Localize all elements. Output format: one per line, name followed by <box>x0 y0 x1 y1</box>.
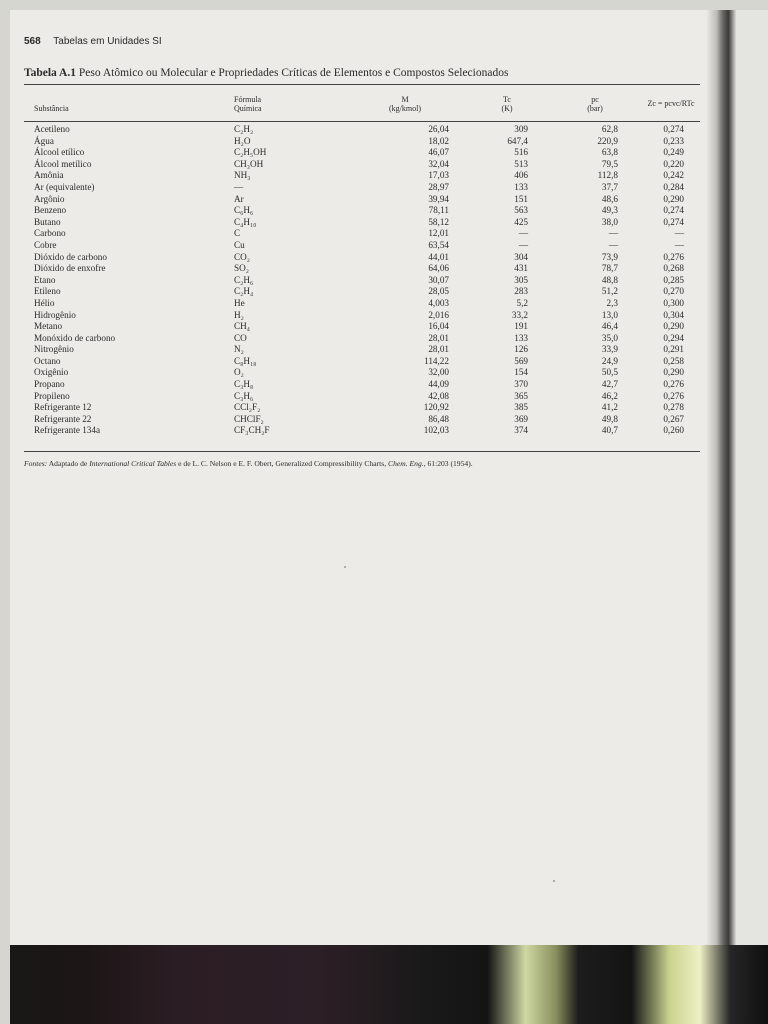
substance-cell: Dióxido de carbono <box>34 251 107 262</box>
substance-cell: Refrigerante 22 <box>34 413 92 424</box>
critical-pressure-cell: 41,2 <box>601 402 618 413</box>
critical-pressure-cell: 49,3 <box>601 205 618 216</box>
formula-cell: C₂H₄ <box>234 286 254 297</box>
table-title-text: Peso Atômico ou Molecular e Propriedades Críticas de Elementos e Compostos Selecionados <box>78 67 509 79</box>
critical-pressure-cell: 50,5 <box>601 367 618 378</box>
critical-temperature-cell: 516 <box>514 147 528 158</box>
header-critical-temperature <box>492 95 522 113</box>
page-number: 568 <box>24 36 41 47</box>
table-row <box>24 159 700 171</box>
molar-mass-cell: 32,04 <box>428 158 449 169</box>
table-row <box>24 275 700 287</box>
critical-temperature-cell: 133 <box>514 181 528 192</box>
table-row <box>24 205 700 217</box>
compressibility-cell: 0,304 <box>663 309 684 320</box>
header-t-line2: (K) <box>501 104 513 113</box>
molar-mass-cell: 17,03 <box>428 170 449 181</box>
table-header-rule <box>24 121 700 122</box>
critical-pressure-cell: 62,8 <box>601 124 618 134</box>
molar-mass-cell: 78,11 <box>428 205 449 216</box>
header-molar-mass <box>375 95 435 113</box>
formula-cell: CHClF₂ <box>234 413 264 424</box>
source-text-2: e de L. C. Nelson e E. F. Obert, Generalized Compressibility Charts, <box>178 459 387 468</box>
substance-cell: Acetileno <box>34 124 70 134</box>
header-formula-line1: Fórmula <box>234 95 262 104</box>
compressibility-cell: 0,284 <box>663 181 684 192</box>
compressibility-cell: 0,278 <box>663 402 684 413</box>
substance-cell: Monóxido de carbono <box>34 332 116 343</box>
critical-temperature-cell: 431 <box>514 263 528 274</box>
substance-cell: Benzeno <box>34 205 67 216</box>
molar-mass-cell: 32,00 <box>428 367 449 378</box>
substance-cell: Refrigerante 12 <box>34 402 92 413</box>
source-prefix: Fontes: <box>24 459 48 468</box>
scan-bottom-strip <box>10 945 768 1024</box>
formula-cell: CH₄ <box>234 321 250 332</box>
critical-temperature-cell: 513 <box>514 158 528 169</box>
critical-temperature-cell: — <box>518 228 528 239</box>
critical-temperature-cell: 151 <box>514 193 528 204</box>
compressibility-cell: 0,249 <box>663 147 684 158</box>
table-row <box>24 263 700 275</box>
critical-temperature-cell: 191 <box>514 321 528 332</box>
table-top-rule <box>24 84 700 85</box>
table-row <box>24 194 700 206</box>
critical-temperature-cell: — <box>518 239 528 250</box>
substance-cell: Argônio <box>34 193 65 204</box>
paper-speck <box>553 880 555 882</box>
table-source-note <box>24 459 473 468</box>
table-row <box>24 310 700 322</box>
compressibility-cell: 0,300 <box>663 297 684 308</box>
formula-cell: C₃H₈ <box>234 379 254 390</box>
table-row <box>24 228 700 240</box>
table-row <box>24 147 700 159</box>
critical-temperature-cell: 309 <box>514 124 528 134</box>
molar-mass-cell: 28,01 <box>428 344 449 355</box>
critical-pressure-cell: 46,2 <box>601 390 618 401</box>
table-row <box>24 217 700 229</box>
molar-mass-cell: 26,04 <box>428 124 449 134</box>
critical-temperature-cell: 370 <box>514 379 528 390</box>
molar-mass-cell: 30,07 <box>428 274 449 285</box>
substance-cell: Cobre <box>34 239 57 250</box>
molar-mass-cell: 86,48 <box>428 413 449 424</box>
table-row <box>24 252 700 264</box>
substance-cell: Octano <box>34 355 61 366</box>
table-row <box>24 367 700 379</box>
compressibility-cell: 0,276 <box>663 390 684 401</box>
compressibility-cell: 0,260 <box>663 425 684 436</box>
compressibility-cell: 0,290 <box>663 193 684 204</box>
molar-mass-cell: 63,54 <box>428 239 449 250</box>
substance-cell: Nitrogênio <box>34 344 74 355</box>
table-row <box>24 170 700 182</box>
formula-cell: Ar <box>234 193 244 204</box>
compressibility-cell: 0,290 <box>663 321 684 332</box>
critical-pressure-cell: — <box>608 239 618 250</box>
compressibility-cell: 0,274 <box>663 216 684 227</box>
compressibility-cell: 0,276 <box>663 379 684 390</box>
header-p-line2: (bar) <box>587 104 603 113</box>
critical-pressure-cell: 51,2 <box>601 286 618 297</box>
molar-mass-cell: 18,02 <box>428 135 449 146</box>
critical-temperature-cell: 563 <box>514 205 528 216</box>
critical-pressure-cell: 33,9 <box>601 344 618 355</box>
compressibility-cell: 0,220 <box>663 158 684 169</box>
molar-mass-cell: 28,05 <box>428 286 449 297</box>
formula-cell: H₂ <box>234 309 244 320</box>
compressibility-cell: 0,294 <box>663 332 684 343</box>
compressibility-cell: 0,270 <box>663 286 684 297</box>
formula-cell: C₄H₁₀ <box>234 216 257 227</box>
critical-pressure-cell: 73,9 <box>601 251 618 262</box>
molar-mass-cell: 44,09 <box>428 379 449 390</box>
formula-cell: He <box>234 297 245 308</box>
critical-temperature-cell: 647,4 <box>507 135 528 146</box>
formula-cell: N₂ <box>234 344 244 355</box>
substance-cell: Refrigerante 134a <box>34 425 101 436</box>
critical-temperature-cell: 425 <box>514 216 528 227</box>
molar-mass-cell: 120,92 <box>423 402 449 413</box>
substance-cell: Hidrogênio <box>34 309 76 320</box>
table-row <box>24 391 700 403</box>
table-row <box>24 298 700 310</box>
critical-temperature-cell: 126 <box>514 344 528 355</box>
header-t-line1: Tc <box>503 95 511 104</box>
molar-mass-cell: 58,12 <box>428 216 449 227</box>
molar-mass-cell: 4,003 <box>428 297 449 308</box>
substance-cell: Amônia <box>34 170 64 181</box>
molar-mass-cell: 64,06 <box>428 263 449 274</box>
formula-cell: C₂H₅OH <box>234 147 267 158</box>
molar-mass-cell: 2,016 <box>428 309 449 320</box>
header-p-line1: pc <box>591 95 599 104</box>
formula-cell: CO <box>234 332 247 343</box>
formula-cell: Cu <box>234 239 245 250</box>
critical-pressure-cell: 63,8 <box>601 147 618 158</box>
source-italic-1: International Critical Tables <box>89 459 177 468</box>
compressibility-cell: 0,285 <box>663 274 684 285</box>
molar-mass-cell: 28,01 <box>428 332 449 343</box>
critical-pressure-cell: 38,0 <box>601 216 618 227</box>
compressibility-cell: 0,267 <box>663 413 684 424</box>
molar-mass-cell: 39,94 <box>428 193 449 204</box>
source-text-3: , 61:203 (1954). <box>423 459 473 468</box>
table-label: Tabela A.1 <box>24 67 76 79</box>
compressibility-cell: 0,276 <box>663 251 684 262</box>
critical-temperature-cell: 154 <box>514 367 528 378</box>
critical-pressure-cell: 220,9 <box>597 135 618 146</box>
header-compressibility: Zc = pcvc/RTc <box>647 99 695 108</box>
formula-cell: CF₃CH₂F <box>234 425 270 436</box>
critical-pressure-cell: 48,8 <box>601 274 618 285</box>
formula-cell: CO₂ <box>234 251 250 262</box>
header-substance: Substância <box>34 104 69 113</box>
table-title <box>24 67 508 79</box>
header-formula <box>234 95 262 113</box>
molar-mass-cell: 114,22 <box>424 355 449 366</box>
critical-pressure-cell: 42,7 <box>601 379 618 390</box>
compressibility-cell: 0,233 <box>663 135 684 146</box>
critical-temperature-cell: 5,2 <box>516 297 528 308</box>
source-italic-2: Chem. Eng. <box>388 459 424 468</box>
table-row <box>24 321 700 333</box>
formula-cell: C₂H₆ <box>234 274 254 285</box>
critical-pressure-cell: 79,5 <box>601 158 618 169</box>
critical-pressure-cell: — <box>608 228 618 239</box>
compressibility-cell: 0,290 <box>663 367 684 378</box>
substance-cell: Propano <box>34 379 65 390</box>
formula-cell: C₈H₁₈ <box>234 355 257 366</box>
critical-pressure-cell: 13,0 <box>601 309 618 320</box>
critical-temperature-cell: 569 <box>514 355 528 366</box>
formula-cell: CCl₂F₂ <box>234 402 261 413</box>
critical-pressure-cell: 112,8 <box>597 170 618 181</box>
table-row <box>24 344 700 356</box>
substance-cell: Propileno <box>34 390 70 401</box>
molar-mass-cell: 44,01 <box>428 251 449 262</box>
compressibility-cell: 0,274 <box>663 205 684 216</box>
critical-pressure-cell: 35,0 <box>601 332 618 343</box>
table-row <box>24 182 700 194</box>
formula-cell: C₆H₆ <box>234 205 254 216</box>
compressibility-cell: — <box>674 239 684 250</box>
molar-mass-cell: 28,97 <box>428 181 449 192</box>
header-m-line2: (kg/kmol) <box>389 104 421 113</box>
substance-cell: Hélio <box>34 297 55 308</box>
formula-cell: O₂ <box>234 367 244 378</box>
critical-pressure-cell: 2,3 <box>606 297 618 308</box>
table-row <box>24 136 700 148</box>
molar-mass-cell: 12,01 <box>428 228 449 239</box>
running-header <box>24 36 162 47</box>
header-critical-pressure <box>575 95 615 113</box>
critical-pressure-cell: 40,7 <box>601 425 618 436</box>
compressibility-cell: 0,274 <box>663 124 684 134</box>
compressibility-cell: 0,268 <box>663 263 684 274</box>
molar-mass-cell: 16,04 <box>428 321 449 332</box>
critical-pressure-cell: 48,6 <box>601 193 618 204</box>
header-formula-line2: Química <box>234 104 262 113</box>
critical-temperature-cell: 305 <box>514 274 528 285</box>
substance-cell: Oxigênio <box>34 367 69 378</box>
critical-pressure-cell: 37,7 <box>601 181 618 192</box>
critical-temperature-cell: 374 <box>514 425 528 436</box>
table-row <box>24 333 700 345</box>
substance-cell: Carbono <box>34 228 66 239</box>
substance-cell: Água <box>34 135 54 146</box>
critical-pressure-cell: 46,4 <box>601 321 618 332</box>
book-spine-shadow <box>706 10 736 945</box>
header-m-line1: M <box>401 95 409 104</box>
formula-cell: SO₂ <box>234 263 249 274</box>
critical-temperature-cell: 385 <box>514 402 528 413</box>
source-text-1: Adaptado de <box>48 459 88 468</box>
molar-mass-cell: 102,03 <box>423 425 449 436</box>
substance-cell: Metano <box>34 321 63 332</box>
critical-temperature-cell: 283 <box>514 286 528 297</box>
table-row <box>24 379 700 391</box>
substance-cell: Etano <box>34 274 56 285</box>
substance-cell: Butano <box>34 216 61 227</box>
critical-temperature-cell: 406 <box>514 170 528 181</box>
compressibility-cell: 0,242 <box>663 170 684 181</box>
scan-margin <box>736 10 768 945</box>
molar-mass-cell: 46,07 <box>428 147 449 158</box>
substance-cell: Álcool metílico <box>34 158 92 169</box>
substance-cell: Ar (equivalente) <box>34 181 95 192</box>
table-row <box>24 356 700 368</box>
table-row <box>24 124 700 136</box>
critical-temperature-cell: 369 <box>514 413 528 424</box>
formula-cell: — <box>234 181 244 192</box>
formula-cell: C <box>234 228 241 239</box>
critical-pressure-cell: 49,8 <box>601 413 618 424</box>
substance-cell: Dióxido de enxofre <box>34 263 106 274</box>
paper-speck <box>344 566 346 568</box>
table-row <box>24 425 700 437</box>
critical-pressure-cell: 24,9 <box>601 355 618 366</box>
compressibility-cell: 0,291 <box>663 344 684 355</box>
formula-cell: CH₃OH <box>234 158 264 169</box>
substance-cell: Álcool etílico <box>34 147 85 158</box>
table-row <box>24 240 700 252</box>
critical-temperature-cell: 304 <box>514 251 528 262</box>
table-body <box>24 124 700 437</box>
formula-cell: C₃H₆ <box>234 390 254 401</box>
compressibility-cell: — <box>674 228 684 239</box>
critical-temperature-cell: 33,2 <box>511 309 528 320</box>
compressibility-cell: 0,258 <box>663 355 684 366</box>
table-row <box>24 402 700 414</box>
formula-cell: NH₃ <box>234 170 251 181</box>
critical-temperature-cell: 133 <box>514 332 528 343</box>
table-row <box>24 286 700 298</box>
molar-mass-cell: 42,08 <box>428 390 449 401</box>
formula-cell: C₂H₂ <box>234 124 254 134</box>
table-row <box>24 414 700 426</box>
critical-pressure-cell: 78,7 <box>601 263 618 274</box>
formula-cell: H₂O <box>234 135 251 146</box>
substance-cell: Etileno <box>34 286 61 297</box>
table-bottom-rule <box>24 451 700 452</box>
critical-temperature-cell: 365 <box>514 390 528 401</box>
running-title: Tabelas em Unidades SI <box>53 36 162 47</box>
